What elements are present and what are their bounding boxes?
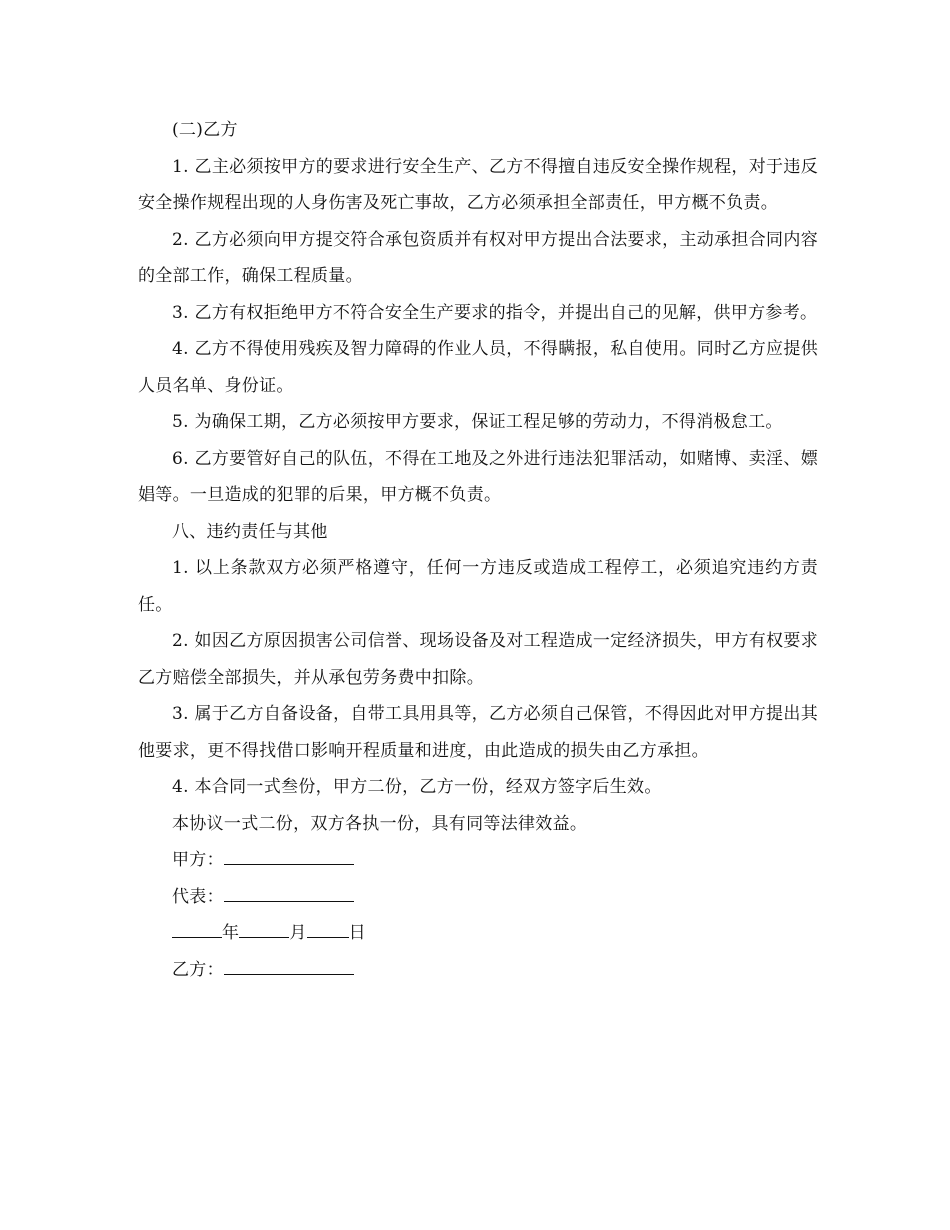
party-a-label: 甲方： [172, 850, 224, 870]
year-blank [172, 915, 222, 938]
clause-paragraph: 3. 属于乙方自备设备，自带工具用具等，乙方必须自己保管，不得因此对甲方提出其他要求，更不得找借口影响开程质量和进度，由此造成的损失由乙方承担。 [138, 704, 818, 761]
agreement-note: 本协议一式二份，双方各执一份，具有同等法律效益。 [172, 813, 588, 834]
section-heading-breach: 八、违约责任与其他 [172, 521, 328, 542]
clause-paragraph: 5. 为确保工期，乙方必须按甲方要求，保证工程足够的劳动力，不得消极怠工。 [172, 412, 783, 432]
party-a-signature-line [224, 842, 354, 865]
representative-signature-line [224, 879, 354, 902]
year-label: 年 [222, 923, 240, 943]
month-label: 月 [289, 923, 307, 943]
day-label: 日 [348, 923, 366, 943]
signature-party-a [138, 842, 818, 879]
clause-paragraph: 4. 本合同一式叁份，甲方二份，乙方一份，经双方签字后生效。 [172, 777, 662, 797]
clause-paragraph: 1. 乙主必须按甲方的要求进行安全生产、乙方不得擅自违反安全操作规程，对于违反安全操作规程出现的人身伤害及死亡事故，乙方必须承担全部责任，甲方概不负责。 [138, 156, 818, 213]
signature-party-b [138, 952, 818, 989]
party-b-label: 乙方： [172, 959, 224, 980]
month-blank [239, 915, 289, 938]
document-page [138, 112, 818, 988]
signature-date [138, 915, 818, 952]
clause-paragraph: 2. 乙方必须向甲方提交符合承包资质并有权对甲方提出合法要求，主动承担合同内容的全部工作，确保工程质量。 [138, 229, 818, 286]
clause-paragraph: 4. 乙方不得使用残疾及智力障碍的作业人员，不得瞒报，私自使用。同时乙方应提供人员名单、身份证。 [138, 339, 818, 396]
representative-label: 代表： [172, 886, 224, 907]
signature-representative [138, 879, 818, 916]
party-b-signature-line [224, 952, 354, 975]
clause-paragraph: 6. 乙方要管好自己的队伍，不得在工地及之外进行违法犯罪活动，如赌博、卖淫、嫖娼等。一旦造成的犯罪的后果，甲方概不负责。 [138, 448, 818, 505]
clause-paragraph: 2. 如因乙方原因损害公司信誉、现场设备及对工程造成一定经济损失，甲方有权要求乙方赔偿全部损失，并从承包劳务费中扣除。 [138, 631, 818, 688]
section-heading-party-b: (二)乙方 [172, 120, 238, 140]
clause-paragraph: 3. 乙方有权拒绝甲方不符合安全生产要求的指令，并提出自己的见解，供甲方参考。 [172, 302, 818, 323]
day-blank [307, 915, 349, 938]
clause-paragraph: 1. 以上条款双方必须严格遵守，任何一方违反或造成工程停工，必须追究违约方责任。 [138, 558, 818, 615]
